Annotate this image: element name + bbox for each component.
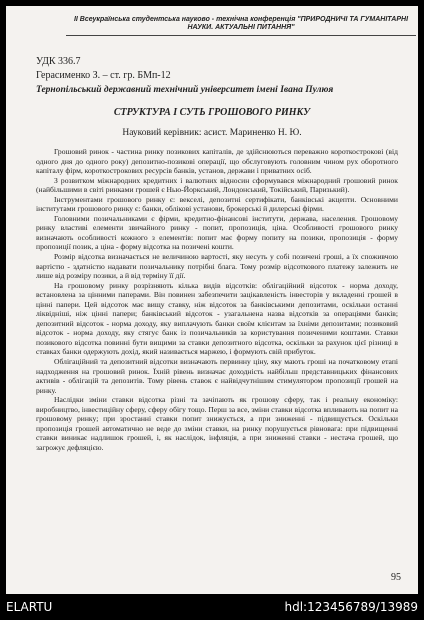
author-line: Герасименко З. – ст. гр. БМп-12	[36, 70, 171, 81]
udk-code: УДК 336.7	[36, 56, 81, 67]
paragraph: Інструментами грошового ринку є: векселі, депозитні сертифікати, банківські акцепти. Основними інститутами грошового ринку є: банки, облікові установи, брокерські й дилерські фірми.	[36, 194, 398, 214]
page-number: 95	[391, 572, 401, 583]
paragraph: На грошовому ринку розрізняють кілька видів відсотків: облігаційний відсоток - норма доходу, встановлена за цінними паперами. Він повинен забезпечити зацікавленість інвесторів у вкладенні грошей в цінні папери. Цей відсоток має вищу ставку, ніж відсоток за банківськими депозитами, оскільки останні ліквідніші, ніж цінні папери; банківський відсоток - узагальнена назва відсотків за операціями банків; депозитний відсоток - норма доходу, яку виплачують банки своїм клієнтам за їхніми депозитами; позиковий відсоток - норма доходу, яку стягує банк із позичальників за користування позиченими коштами. Ставки позикового відсотка повинні бути вищими за ставки депозитного відсотка, оскільки за рахунок цієї різниці в ставках банки одержують дохід, який називається маржею, і формують свій прибуток.	[36, 280, 398, 357]
affiliation: Тернопільський державний технічний університет імені Івана Пулюя	[36, 85, 334, 95]
paragraph: Розмір відсотка визначається не величиною вартості, яку несуть у собі позичені гроші, а їх споживчою вартістю - здатністю надавати позичальнику потрібні блага. Тому розмір відсоткового платежу залежить не лише від розміру позики, а й від терміну її дії.	[36, 252, 398, 281]
conference-header: ІІ Всеукраїнська студентська науково - технічна конференція "ПРИРОДНИЧІ ТА ГУМАНІТАРНІ НАУКИ. АКТУАЛЬНІ ПИТАННЯ"	[66, 16, 416, 36]
document-page	[6, 6, 418, 594]
body-text	[36, 147, 398, 453]
paragraph: Облігаційний та депозитний відсотки визначають первинну ціну, яку мають гроші на початковому етапі надходження на грошовий ринок. Їхній рівень визначає доходність найбільш представницьких фінансових активів - облігацій та депозитів. Тому рівень ставок є найвідчутнішим стимулятором пропозиції грошей на ринку.	[36, 357, 398, 395]
paragraph: Наслідки зміни ставки відсотка різні та зачіпають як грошову сферу, так і реальну економіку: виробництво, інвестиційну сферу, сферу обігу тощо. Перш за все, зміни ставки відсотка впливають на попит на грошовому ринку; при зростанні ставки попит знижується, а при зниженні - підвищується. Оскільки пропозиція грошей автоматично не веде до зміни ставки, на ринку порушується рівновага: при підвищенні ставки виникає надлишок грошей, і, як наслідок, інфляція, а при зниженні ставки - нестача грошей, що загрожує дефляцією.	[36, 395, 398, 452]
handle-id: hdl:123456789/13989	[284, 600, 418, 614]
paragraph: Головними позичальниками є фірми, кредитно-фінансові інститути, держава, населення. Грошовому ринку властиві елементи звичайного ринку - попит, пропозиція, ціна. Особливості грошового ринку визначають особливості кожного з елементів: попит має форму попиту на позики, пропозиція - форму пропозиції позик, а ціна - форму відсотка на позичені кошти.	[36, 213, 398, 252]
paper-title: СТРУКТУРА І СУТЬ ГРОШОВОГО РИНКУ	[113, 107, 311, 118]
paragraph: Грошовий ринок - частина ринку позикових капіталів, де здійснюються переважно короткострокові (від одного дня до одного року) депозитно-позикові операції, що обслуговують головним чином рух оборотного капіталу фірм, короткострокових ресурсів банків, установ, держави і приватних осіб.	[36, 147, 398, 176]
repository-name: ELARTU	[6, 600, 53, 614]
paragraph: З розвитком міжнародних кредитних і валютних відносин сформувався міжнародний грошовий ринок (найбільшими в світі ринками грошей є Нью-Йоркський, Лондонський, Токійський, Паризький).	[36, 175, 398, 195]
supervisor-line: Науковий керівник: асист. Мариненко Н. Ю.	[122, 128, 302, 138]
